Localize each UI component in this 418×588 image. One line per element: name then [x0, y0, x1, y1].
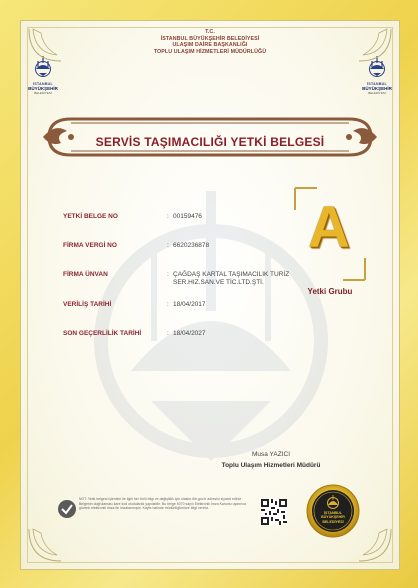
- signatory-role: Toplu Ulaşım Hizmetleri Müdürü: [221, 462, 321, 469]
- header-line: TOPLU ULAŞIM HİZMETLERİ MÜDÜRLÜĞÜ: [153, 48, 267, 55]
- logo-text: BELEDİYESİ: [34, 91, 52, 95]
- field-value: 18/04/2017: [173, 301, 206, 308]
- corner-ornament-icon: [357, 27, 393, 63]
- header-line: İSTANBUL BÜYÜKŞEHİR BELEDİYESİ: [160, 35, 260, 42]
- issuer-header: [21, 29, 399, 55]
- seal-text: BÜYÜKŞEHİR: [321, 515, 345, 520]
- field-value: 6620236878: [173, 242, 210, 249]
- field-label: SON GEÇERLİLİK TARİHİ: [63, 330, 142, 337]
- header-line: T.C.: [205, 29, 215, 35]
- grade-label: Yetki Grubu: [307, 287, 353, 296]
- logo-text: BÜYÜKŞEHİR: [362, 86, 392, 91]
- signature-block: [196, 451, 346, 469]
- field-label: YETKİ BELGE NO: [63, 213, 118, 220]
- certificate-document: [20, 20, 400, 570]
- corner-ornament-icon: [357, 527, 393, 563]
- field-value: ÇAĞDAŞ KARTAL TAŞIMACILIK TURİZ SER.HIZ.SAN.VE TİC.LTD.ŞTİ.: [173, 271, 290, 286]
- header-line: ULAŞIM DAİRE BAŞKANLIĞI: [172, 42, 248, 49]
- logo-text: BÜYÜKŞEHİR: [28, 86, 58, 91]
- field-label: VERİLİŞ TARİHİ: [63, 301, 112, 308]
- field-label: FİRMA VERGİ NO: [63, 242, 117, 249]
- grade-letter: A: [308, 195, 350, 260]
- corner-ornament-icon: [27, 27, 63, 63]
- field-colon: :: [167, 301, 169, 308]
- field-colon: :: [167, 271, 169, 278]
- logo-text: İSTANBUL: [33, 82, 53, 86]
- field-colon: :: [167, 330, 169, 337]
- seal-text: İSTANBUL: [324, 511, 342, 515]
- logo-text: BELEDİYESİ: [368, 91, 386, 95]
- verified-check-icon: [56, 498, 78, 520]
- footnote-text: NOT: Yetki belgesi işlemleri ile ilgili her türlü bilgi ve değişiklik için ulasim.ibb.gov.tr adresini ziyaret ediniz. Belgenin doğrulaması kare kod okutularak yapılabilir. Bu belge 5070 sayılı Elektronik İmza Kanunu uyarınca güvenli elektronik imza ile imzalanmıştır. Kaybı halinde müdürlüğümüze bilgi veriniz.: [79, 497, 247, 511]
- seal-text: BELEDİYESİ: [322, 519, 344, 524]
- signatory-name: Musa YAZICI: [251, 451, 291, 458]
- authorization-grade: [291, 184, 369, 308]
- qr-code[interactable]: [261, 499, 287, 525]
- corner-ornament-icon: [27, 527, 63, 563]
- field-label: FİRMA ÜNVAN: [63, 271, 108, 278]
- field-colon: :: [167, 242, 169, 249]
- certificate-title: SERVİS TAŞIMACILIĞI YETKİ BELGESİ: [95, 135, 325, 149]
- field-colon: :: [167, 213, 169, 220]
- official-seal: [306, 484, 360, 538]
- field-value: 00159476: [173, 213, 202, 220]
- logo-text: İSTANBUL: [367, 82, 387, 86]
- field-value: 18/04/2027: [173, 330, 206, 337]
